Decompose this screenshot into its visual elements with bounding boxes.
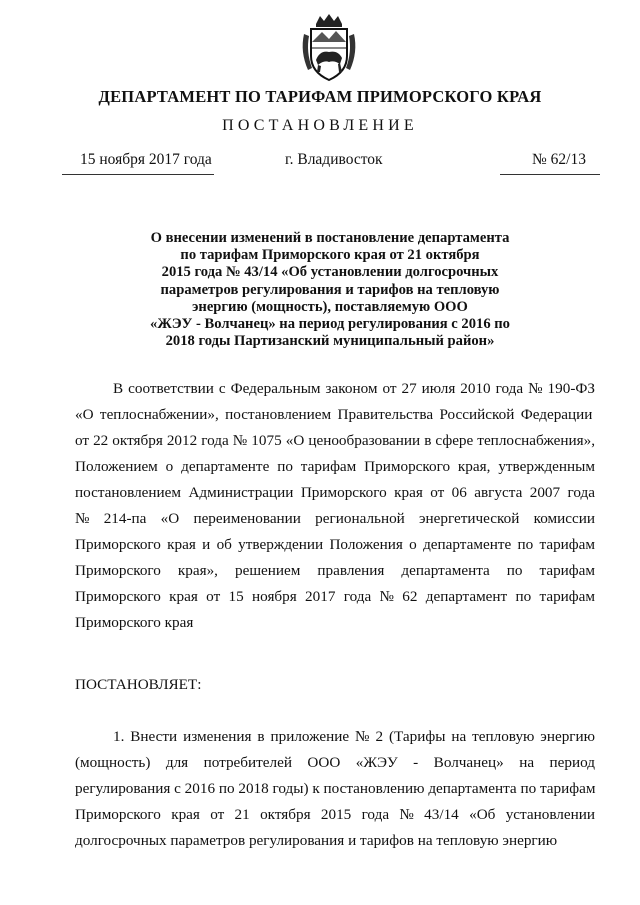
document-type: ПОСТАНОВЛЕНИЕ [222, 117, 418, 134]
preamble-paragraph [75, 376, 595, 636]
title-line: 2018 годы Партизанский муниципальный район» [165, 333, 495, 350]
preamble-line: Приморского края», решением правления департамента по тарифам [75, 562, 595, 579]
item-line: долгосрочных параметров регулирования и тарифов на тепловую энергию [75, 832, 558, 849]
item-1-paragraph [75, 724, 595, 854]
preamble-line: Положением о департаменте по тарифам Приморского края, утвержденным [75, 458, 595, 475]
item-line: регулирования с 2016 по 2018 годы) к постановлению департамента по тарифам [75, 780, 596, 797]
preamble-line: Приморского края [75, 614, 194, 631]
decree-heading: ПОСТАНОВЛЯЕТ: [75, 676, 202, 693]
department-name: ДЕПАРТАМЕНТ ПО ТАРИФАМ ПРИМОРСКОГО КРАЯ [98, 87, 542, 106]
number-underline [500, 174, 600, 175]
item-line: 1. Внести изменения в приложение № 2 (Тарифы на тепловую энергию [113, 728, 595, 745]
emblem-icon [298, 12, 360, 84]
preamble-line: № 214-па «О переименовании региональной энергетической комиссии [75, 510, 595, 527]
document-date: 15 ноября 2017 года [80, 151, 212, 168]
document-number: № 62/13 [532, 151, 586, 168]
preamble-line: постановлением Администрации Приморского края от 06 августа 2007 года [75, 484, 595, 501]
title-line: параметров регулирования и тарифов на тепловую [160, 281, 500, 298]
preamble-line [75, 402, 595, 428]
title-line: энергию (мощность), поставляемую ООО [192, 298, 468, 315]
preamble-line: Приморского края от 15 ноября 2017 года № 62 департамент по тарифам [75, 588, 595, 605]
item-line: Приморского края от 21 октября 2015 года № 43/14 «Об установлении [75, 806, 595, 823]
document-city: г. Владивосток [285, 151, 383, 168]
preamble-line: Приморского края и об утверждении Положения о департаменте по тарифам [75, 536, 595, 553]
title-line: 2015 года № 43/14 «Об установлении долгосрочных [161, 264, 499, 281]
title-line: О внесении изменений в постановление департамента [150, 230, 510, 246]
document-title [110, 230, 550, 350]
item-line: (мощность) для потребителей ООО «ЖЭУ - Волчанец» на период [75, 754, 595, 771]
title-line: по тарифам Приморского края от 21 октября [180, 247, 480, 264]
title-line: «ЖЭУ - Волчанец» на период регулирования с 2016 по [150, 316, 510, 333]
date-underline [62, 174, 214, 175]
preamble-line: В соответствии с Федеральным законом от 27 июля 2010 года № 190-ФЗ [113, 380, 595, 397]
preamble-line: от 22 октября 2012 года № 1075 «О ценообразовании в сфере теплоснабжения», [75, 432, 595, 449]
preamble-word: «О теплоснабжении», постановлением Правительства Российской Федерации [75, 406, 593, 423]
